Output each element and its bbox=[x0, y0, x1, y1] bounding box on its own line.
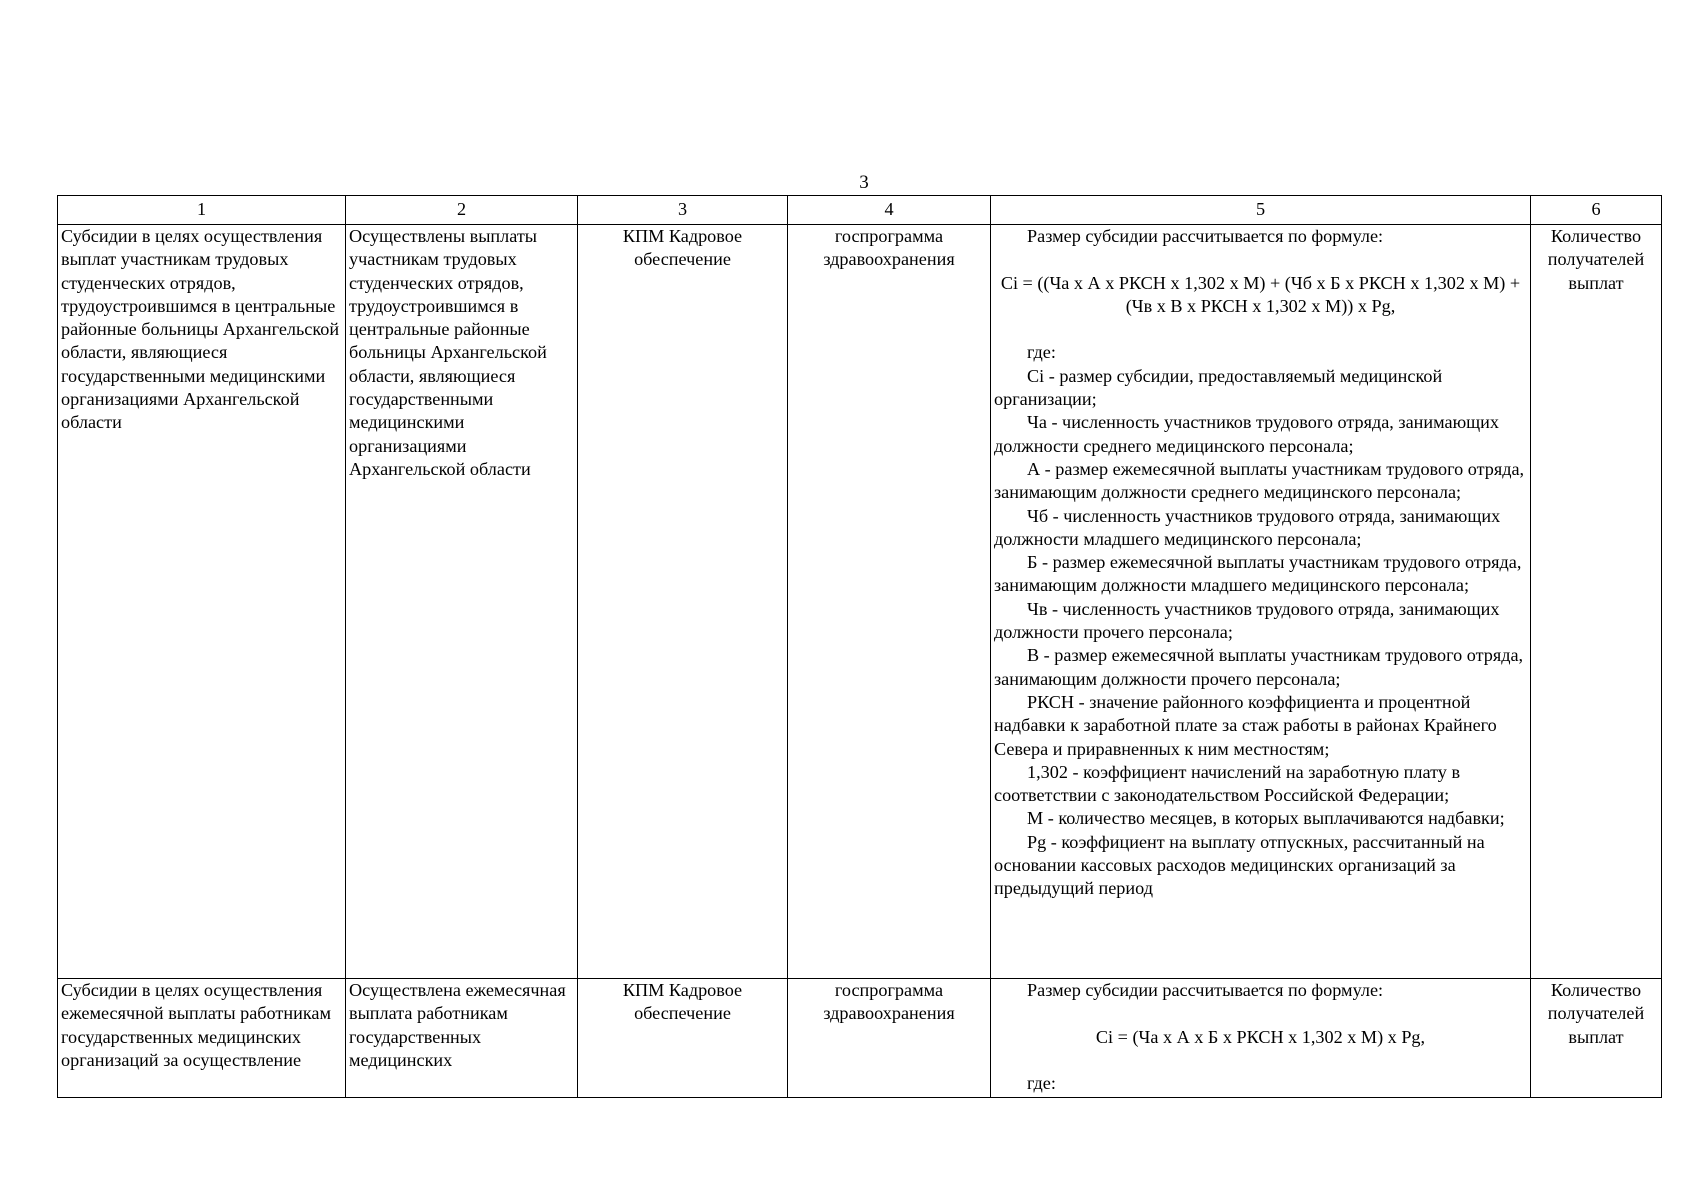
definition-item: А - размер ежемесячной выплаты участникам трудового отряда, занимающим должности среднего медицинского персонала; bbox=[994, 458, 1525, 503]
column-header-1: 1 bbox=[58, 196, 346, 225]
column-header-5: 5 bbox=[991, 196, 1531, 225]
formula: Ci = (Ча x А x Б x РКСН x 1,302 x М) x Pg, bbox=[1095, 1026, 1426, 1047]
definition-item: М - количество месяцев, в которых выплачиваются надбавки; bbox=[1027, 808, 1505, 829]
definition-item: 1,302 - коэффициент начислений на заработную плату в соответствии с законодательством Российской Федерации; bbox=[994, 761, 1461, 806]
result-cell: Осуществлены выплаты участникам трудовых студенческих отрядов, трудоустроившимся в центральные районные больницы Архангельской области, являющиеся государственными медицинскими организациями Архангельской области bbox=[346, 225, 578, 979]
definition-item: Ci - размер субсидии, предоставляемый медицинской организации; bbox=[994, 365, 1443, 410]
column-header-4: 4 bbox=[788, 196, 991, 225]
formula: Ci = ((Ча x А x РКСН x 1,302 x М) + (Чб x Б x РКСН x 1,302 x М) +(Чв x В x РКСН x 1,302 x М)) x Pg, bbox=[1000, 272, 1521, 316]
table-row bbox=[58, 979, 1662, 1098]
definition-item: РКСН - значение районного коэффициента и процентной надбавки к заработной плате за стаж работы в районах Крайнего Севера и приравненных к ним местностям; bbox=[994, 691, 1497, 759]
subsidy-name-cell: Субсидии в целях осуществления выплат участникам трудовых студенческих отрядов, трудоустроившимся в центральные районные больницы Архангельской области, являющиеся государственными медицинскими организациями Архангельской области bbox=[58, 225, 346, 979]
where-label: где: bbox=[1027, 342, 1056, 363]
formula-intro: Размер субсидии рассчитывается по формуле: bbox=[1027, 980, 1384, 1000]
page-number: 3 bbox=[859, 172, 869, 193]
project-cell: КПМ Кадровое обеспечение bbox=[578, 979, 788, 1098]
calculation-method-cell bbox=[991, 979, 1531, 1098]
column-header-2: 2 bbox=[346, 196, 578, 225]
subsidy-name-cell: Субсидии в целях осуществления ежемесячной выплаты работникам государственных медицинских организаций за осуществление bbox=[58, 979, 346, 1098]
definition-item: В - размер ежемесячной выплаты участникам трудового отряда, занимающим должности прочего персонала; bbox=[994, 645, 1524, 689]
indicator-cell: Количество получателей выплат bbox=[1531, 979, 1662, 1098]
calculation-method-cell bbox=[991, 225, 1531, 979]
column-header-6: 6 bbox=[1531, 196, 1662, 225]
table-header-row bbox=[58, 196, 1662, 225]
indicator-cell: Количество получателей выплат bbox=[1531, 225, 1662, 979]
formula-intro: Размер субсидии рассчитывается по формуле: bbox=[1027, 226, 1384, 246]
definition-item: Ча - численность участников трудового отряда, занимающих должности среднего медицинского персонала; bbox=[994, 412, 1499, 456]
column-header-3: 3 bbox=[578, 196, 788, 225]
document-table bbox=[57, 195, 1662, 1098]
definition-item: Чб - численность участников трудового отряда, занимающих должности младшего медицинского персонала; bbox=[994, 505, 1501, 549]
project-cell: КПМ Кадровое обеспечение bbox=[578, 225, 788, 979]
table-row bbox=[58, 225, 1662, 979]
definition-item: Б - размер ежемесячной выплаты участникам трудового отряда, занимающим должности младшего медицинского персонала; bbox=[994, 552, 1522, 596]
program-cell: госпрограмма здравоохранения bbox=[788, 225, 991, 979]
where-label: где: bbox=[1027, 1073, 1056, 1094]
program-cell: госпрограмма здравоохранения bbox=[788, 979, 991, 1098]
definition-item: Pg - коэффициент на выплату отпускных, рассчитанный на основании кассовых расходов медицинских организаций за предыдущий период bbox=[994, 831, 1485, 899]
result-cell: Осуществлена ежемесячная выплата работникам государственных медицинских bbox=[346, 979, 578, 1098]
definition-item: Чв - численность участников трудового отряда, занимающих должности прочего персонала; bbox=[994, 598, 1500, 643]
